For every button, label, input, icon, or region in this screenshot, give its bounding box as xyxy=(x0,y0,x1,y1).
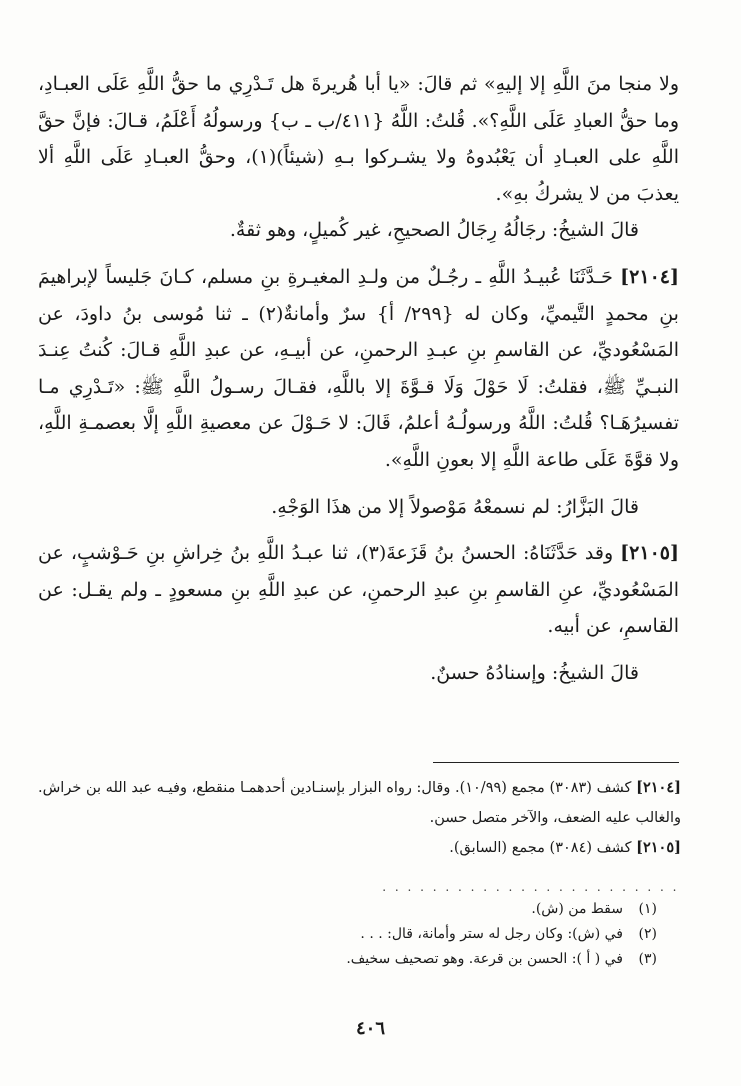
note-text: كشف (٣٠٨٣) مجمع (١٠/٩٩). وقال: رواه البزار بإسنـادين أحدهمـا منقطع، وفيـه عبد الله بن خراش. والغالب عليه الضعف، والآخر متصل حسن. xyxy=(38,780,681,826)
footnote-number: (٣) xyxy=(638,951,657,967)
hadith-number: [٢١٠٥] xyxy=(620,542,679,565)
paragraph-hadith-continuation: ولا منجا منَ اللَّهِ إلا إليهِ» ثم قالَ: «يا أبا هُريرةَ هل تَـدْرِي ما حقُّ اللَّهِ عَلَى العبـادِ، وما حقُّ العبادِ عَلَى اللَّهِ؟». قُلتُ: اللَّهُ {٤١١/ب ـ ب} ورسولُهُ أَعْلَمُ، قـالَ: فإنَّ حقَّ اللَّهِ على العبـادِ أن يَعْبُدوهُ ولا يشـركوا بـهِ (شيئاً)(١)، وحقُّ العبـادِ عَلَى اللَّهِ ألا يعذبَ من لا يشركُ بهِ». xyxy=(38,73,680,205)
paragraph-sheikh-comment: قالَ الشيخُ: رجَالُهُ رِجَالُ الصحيحِ، غير كُميلٍ، وهو ثقةٌ. xyxy=(229,219,639,242)
note-text: كشف (٣٠٨٤) مجمع (السابق). xyxy=(449,840,632,856)
page-number: ٤٠٦ xyxy=(355,1018,385,1039)
footnote-item xyxy=(38,947,657,972)
hadith-text: وقد حَدَّثَنَاهُ: الحسنُ بنُ قَزَعةَ(٣)، ثنا عبـدُ اللَّهِ بنُ خِراشِ بنِ حَـوْشبٍ، عن المَسْعُوديِّ، عنِ القاسمِ بنِ عبدِ الرحمنِ، عن عبدِ اللَّهِ بنِ مسعودٍ ـ ولم يقـل: عن القاسمِ، عن أبيه. xyxy=(38,542,679,638)
note-number: [٢١٠٥] xyxy=(636,839,681,856)
paragraph-bazzar-comment: قالَ البَزَّارُ: لم نسمعْهُ مَوْصولاً إلا من هذَا الوَجْهِ. xyxy=(271,495,639,518)
footnote-item xyxy=(38,922,657,947)
hadith-text: حَـدَّثَنَا عُبيـدُ اللَّهِ ـ رجُـلٌ من ولـدِ المغيـرةِ بنِ مسلم، كـانَ جَليساً لإبراهيمَ بنِ محمدٍ التَّيميِّ، وكان له {٢٩٩/ أ} سرٌ وأمانةٌ(٢) ـ ثنا مُوسى بنُ داودَ، عن المَسْعُوديِّ، عن القاسمِ بنِ عبـدِ الرحمنِ، عن أبيـهِ، عن عبدِ اللَّهِ قـالَ: كُنتُ عِنـدَ النبـيِّ ﷺ، فقلتُ: لَا حَوْلَ وَلَا قـوَّةَ إلا باللَّهِ، فقـالَ رسـولُ اللَّهِ ﷺ: «تَـدْرِي مـا تفسيرُهَـا؟ قُلتُ: اللَّهُ ورسولُـهُ أعلمُ، قَالَ: لا حَـوْلَ عن معصيةِ اللَّهِ إلَّا بعصمـةِ اللَّهِ، ولا قوَّةَ عَلَى طاعة اللَّهِ إلا بعونِ اللَّهِ». xyxy=(38,265,679,471)
footnote-separator-dots: . . . . . . . . . . . . . . . . . . . . . . . . xyxy=(382,880,679,894)
note-number: [٢١٠٤] xyxy=(636,779,681,796)
footnote-number: (١) xyxy=(638,901,657,917)
paragraph-hadith-2105 xyxy=(38,535,679,645)
main-text xyxy=(38,66,679,692)
footnote-number: (٢) xyxy=(638,926,657,942)
footnotes xyxy=(38,897,657,972)
paragraph-sheikh-grading: قالَ الشيخُ: وإسنادُهُ حسنٌ. xyxy=(430,661,639,684)
notes-separator-line xyxy=(433,762,679,763)
takhrij-notes xyxy=(38,773,681,863)
hadith-number: [٢١٠٤] xyxy=(620,265,679,288)
footnote-text: في (ش): وكان رجل له ستر وأمانة، قال: . . . xyxy=(360,926,623,942)
footnote-text: في ( أ ): الحسن بن قرعة. وهو تصحيف سخيف. xyxy=(346,951,623,967)
note-2104 xyxy=(38,773,681,833)
footnote-item xyxy=(38,897,657,922)
footnote-text: سقط من (ش). xyxy=(531,901,623,917)
note-2105 xyxy=(38,833,681,863)
paragraph-hadith-2104 xyxy=(38,259,679,479)
